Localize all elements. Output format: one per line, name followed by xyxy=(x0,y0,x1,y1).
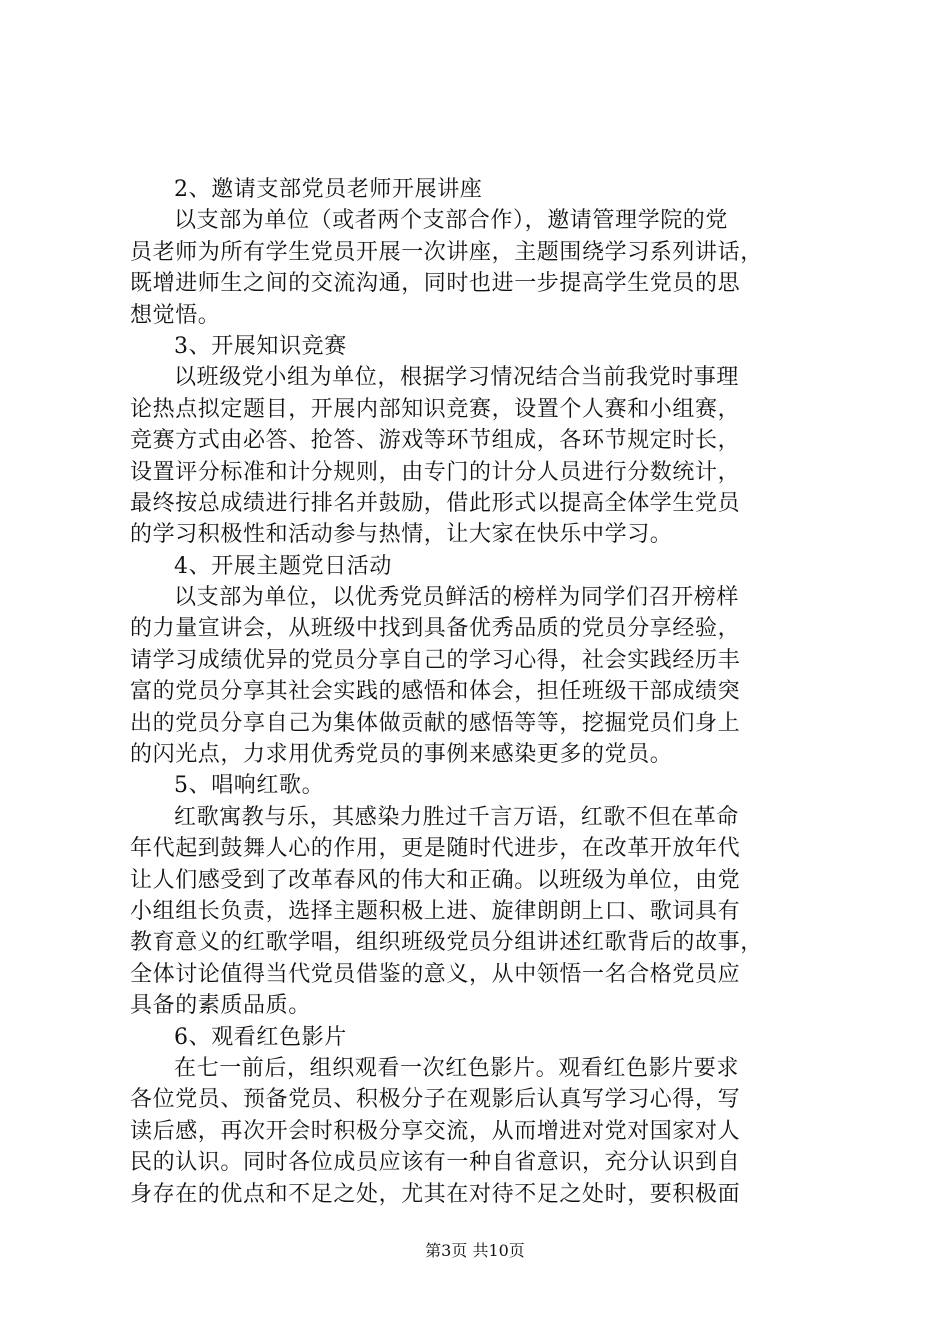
text-line: 出的党员分享自己为集体做贡献的感悟等等，挖掘党员们身上 xyxy=(130,710,741,736)
text-line: 年代起到鼓舞人心的作用，更是随时代进步，在改革开放年代 xyxy=(130,836,741,862)
text-line: 富的党员分享其社会实践的感悟和体会，担任班级干部成绩突 xyxy=(130,679,741,705)
text-line: 设置评分标准和计分规则，由专门的计分人员进行分数统计， xyxy=(130,459,741,485)
text-line: 小组组长负责，选择主题积极上进、旋律朗朗上口、歌词具有 xyxy=(130,898,741,924)
paragraph-start-line: 2、邀请支部党员老师开展讲座 xyxy=(174,177,483,202)
document-body xyxy=(130,174,835,1210)
text-line: 的学习积极性和活动参与热情，让大家在快乐中学习。 xyxy=(130,522,673,548)
text-line: 的闪光点，力求用优秀党员的事例来感染更多的党员。 xyxy=(130,742,673,768)
paragraph-start-line: 以支部为单位（或者两个支部合作），邀请管理学院的党 xyxy=(174,208,729,234)
text-line: 竞赛方式由必答、抢答、游戏等环节组成，各环节规定时长， xyxy=(130,428,741,454)
text-line: 论热点拟定题目，开展内部知识竞赛，设置个人赛和小组赛， xyxy=(130,396,741,422)
text-line: 读后感，再次开会时积极分享交流，从而增进对党对国家对人 xyxy=(130,1118,741,1144)
text-line: 想觉悟。 xyxy=(130,302,221,328)
text-line: 各位党员、预备党员、积极分子在观影后认真写学习心得，写 xyxy=(130,1087,741,1113)
text-line: 具备的素质品质。 xyxy=(130,993,311,1019)
paragraph-start-line: 6、观看红色影片 xyxy=(174,1024,347,1050)
page-footer: 第3页 共10页 xyxy=(425,1241,525,1260)
text-line: 全体讨论值得当代党员借鉴的意义，从中领悟一名合格党员应 xyxy=(130,961,741,987)
text-line: 教育意义的红歌学唱，组织班级党员分组讲述红歌背后的故事， xyxy=(130,930,763,956)
text-line: 让人们感受到了改革春风的伟大和正确。以班级为单位，由党 xyxy=(130,867,741,893)
text-line: 请学习成绩优异的党员分享自己的学习心得，社会实践经历丰 xyxy=(130,647,741,673)
text-line: 的力量宣讲会，从班级中找到具备优秀品质的党员分享经验， xyxy=(130,616,741,642)
paragraph-start-line: 在七一前后，组织观看一次红色影片。观看红色影片要求 xyxy=(174,1055,740,1081)
paragraph-start-line: 5、唱响红歌。 xyxy=(174,773,325,799)
paragraph-start-line: 3、开展知识竞赛 xyxy=(174,333,347,359)
text-line: 最终按总成绩进行排名并鼓励，借此形式以提高全体学生党员 xyxy=(130,490,741,516)
paragraph-start-line: 红歌寓教与乐，其感染力胜过千言万语，红歌不但在革命 xyxy=(174,804,740,830)
text-line: 员老师为所有学生党员开展一次讲座，主题围绕学习系列讲话， xyxy=(130,239,763,265)
text-line: 身存在的优点和不足之处，尤其在对待不足之处时，要积极面 xyxy=(130,1181,741,1207)
text-line: 民的认识。同时各位成员应该有一种自省意识，充分认识到自 xyxy=(130,1150,741,1176)
paragraph-start-line: 以支部为单位，以优秀党员鲜活的榜样为同学们召开榜样 xyxy=(174,585,740,611)
paragraph-start-line: 以班级党小组为单位，根据学习情况结合当前我党时事理 xyxy=(174,365,740,391)
text-line: 既增进师生之间的交流沟通，同时也进一步提高学生党员的思 xyxy=(130,271,741,297)
paragraph-start-line: 4、开展主题党日活动 xyxy=(174,553,392,579)
